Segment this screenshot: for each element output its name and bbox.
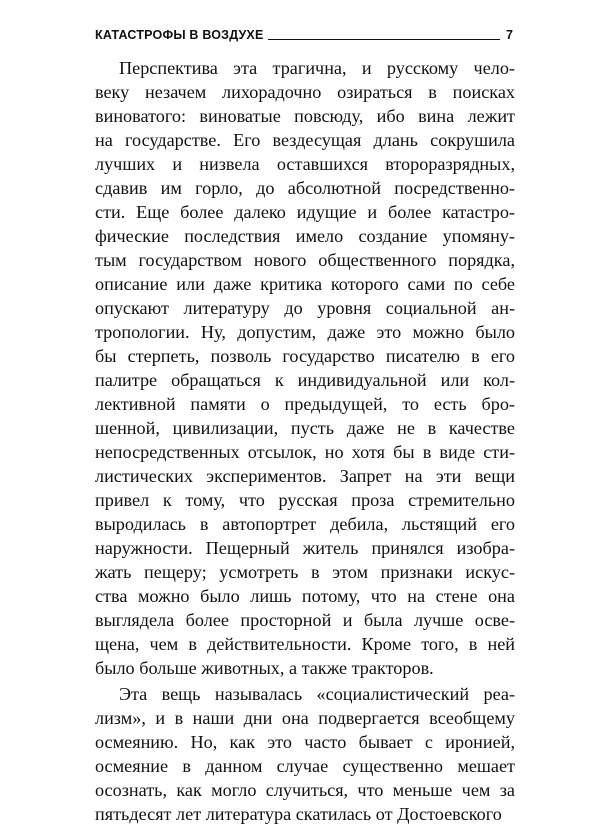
text-line: бы стерпеть, позволь государство писателю в его	[95, 346, 515, 366]
text-line: осмеянию. Но, как это часто бывает с иронией,	[95, 732, 515, 752]
text-line: шенной, цивилизации, пусть даже не в качестве	[95, 418, 515, 438]
text-line: лизм», и в наши дни она подвергается всеобщему	[95, 708, 515, 728]
paragraph-1	[95, 56, 515, 680]
text-line: палитре обращаться к индивидуальной или кол-	[95, 370, 515, 390]
text-line: осознать, как могло случиться, что меньше чем за	[95, 780, 515, 800]
page-number: 7	[506, 28, 513, 42]
text-line: листических экспериментов. Запрет на эти вещи	[95, 466, 515, 486]
text-line: сти. Еще более далеко идущие и более катастро-	[95, 202, 515, 222]
text-line: ства можно было лишь потому, что на стене она	[95, 586, 515, 606]
text-line: Эта вещь называлась «социалистический реа-	[119, 684, 515, 704]
text-line: тропологии. Ну, допустим, даже это можно было	[95, 322, 515, 342]
text-line: описание или даже критика которого сами по себе	[95, 274, 515, 294]
text-line: выродилась в автопортрет дебила, льстящий его	[95, 514, 515, 534]
text-line: пятьдесят лет литература скатилась от Достоевского	[95, 804, 502, 824]
text-line: Перспектива эта трагична, и русскому чело-	[119, 58, 515, 78]
text-line: на государстве. Его вездесущая длань сокрушила	[95, 130, 515, 150]
running-title: КАТАСТРОФЫ В ВОЗДУХЕ	[95, 28, 264, 42]
body-text	[95, 56, 515, 826]
running-header	[95, 22, 513, 42]
text-line: непосредственных отсылок, но хотя бы в виде сти-	[95, 442, 515, 462]
text-line: осмеяние в данном случае существенно мешает	[95, 756, 515, 776]
text-line: фические последствия имело создание упомяну-	[95, 226, 515, 246]
text-line: жать пещеру; усмотреть в этом признаки искус-	[95, 562, 515, 582]
text-line: лективной памяти о предыдущей, то есть бро-	[95, 394, 515, 414]
text-line: виноватого: виноватые повсюду, ибо вина лежит	[95, 106, 515, 126]
text-line: тым государством нового общественного порядка,	[95, 250, 515, 270]
text-line: лучших и низвела оставшихся второразрядных,	[95, 154, 515, 174]
text-line: привел к тому, что русская проза стремительно	[95, 490, 515, 510]
text-line: наружности. Пещерный житель принялся изобра-	[95, 538, 515, 558]
paragraph-2	[95, 682, 515, 826]
text-line: сдавив им горло, до абсолютной посредственно-	[95, 178, 515, 198]
text-line: выглядела более просторной и была лучше осве-	[95, 610, 515, 630]
text-line: опускают литературу до уровня социальной ан-	[95, 298, 515, 318]
text-line: веку незачем лихорадочно озираться в поисках	[95, 82, 515, 102]
header-rule	[268, 39, 501, 40]
text-line: было больше животных, а также тракторов.	[95, 658, 434, 678]
text-line: щена, чем в действительности. Кроме того, в ней	[95, 634, 515, 654]
